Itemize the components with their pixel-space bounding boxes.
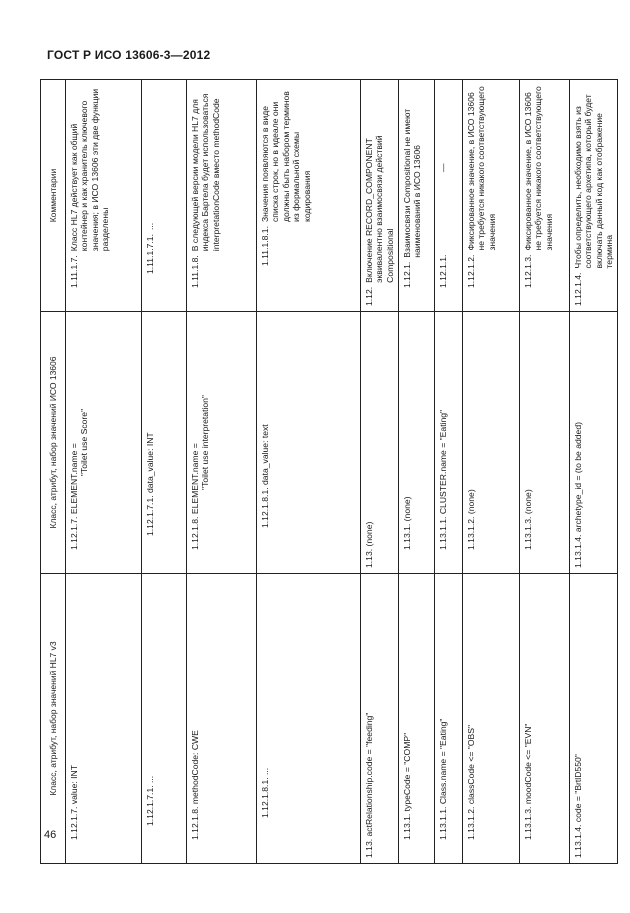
comment-cell	[463, 80, 520, 312]
comment-cell	[435, 80, 463, 312]
comment-text: —	[438, 163, 448, 173]
comment-text: Значения появляются в виде списка строк, но в идеале они должны быть набором терминов из формальной схемы кодирования	[260, 91, 312, 223]
hl7-cell	[257, 574, 361, 864]
hl7-value: 1.13. actRelationship.code = "feeding"	[364, 712, 374, 858]
iso-text: data_value: INT	[145, 432, 155, 493]
iso-cell	[361, 312, 399, 574]
comment-text: Включение RECORD_COMPONENT эквивалентно взаимосвязи действий Compositional	[364, 135, 395, 283]
hl7-cell	[66, 574, 142, 864]
iso-num: 1.12.1.8.	[190, 516, 200, 550]
hl7-cell	[570, 574, 618, 864]
iso-value-line2: "Toilet use interpretation"	[200, 395, 211, 490]
iso-cell	[257, 312, 361, 574]
document-header: ГОСТ Р ИСО 13606-3—2012	[47, 48, 211, 62]
hl7-cell	[520, 574, 570, 864]
column-header-hl7: Класс, атрибут, набор значений HL7 v3	[41, 574, 66, 864]
hl7-value: 1.12.1.7.1. ...	[145, 775, 155, 826]
hl7-value: 1.13.1.3. moodCode <= "EVN"	[523, 723, 533, 840]
table-row	[66, 80, 142, 864]
iso-text: (none)	[523, 489, 533, 515]
comment-cell	[66, 80, 142, 312]
iso-value	[402, 317, 412, 568]
comment-num: 1.12.1.4.	[573, 272, 583, 306]
iso-value	[145, 317, 155, 568]
iso-num: 1.13.1.4.	[573, 534, 583, 568]
iso-value-line2: "Toilet use Score"	[79, 408, 90, 477]
iso-cell	[435, 312, 463, 574]
hl7-cell	[435, 574, 463, 864]
comment-num: 1.11.1.8.	[190, 255, 200, 288]
iso-text: (none)	[466, 489, 476, 515]
table-row	[187, 80, 257, 864]
hl7-value: 1.13.1.4. code = "BrtlD550"	[573, 754, 583, 858]
comment-cell	[361, 80, 399, 312]
hl7-cell	[142, 574, 187, 864]
iso-num: 1.12.1.8.1.	[260, 487, 270, 528]
column-header-iso: Класс, атрибут, набор значений ИСО 13606	[41, 312, 66, 574]
comment-num: 1.12.1.1.	[438, 254, 448, 288]
iso-text: ELEMENT.name =	[69, 443, 79, 515]
iso-value	[364, 317, 374, 568]
table-row	[399, 80, 435, 864]
table-row	[142, 80, 187, 864]
hl7-cell	[463, 574, 520, 864]
hl7-cell	[187, 574, 257, 864]
iso-cell	[463, 312, 520, 574]
comment-text: Взаимосвязи Compositional не имеют наименований в ИСО 13606	[402, 108, 423, 258]
iso-text: CLUSTER.name = "Eating"	[438, 409, 448, 515]
comment-cell	[570, 80, 618, 312]
comment-text: Класс HL7 действует как общий контейнер и как хранитель ключевого значения; в ИСО 13606 эти две функции разделены	[69, 88, 111, 252]
comment-cell	[257, 80, 361, 312]
comment-num: 1.11.1.7.1.	[145, 234, 155, 274]
hl7-value: 1.13.1. typeCode = "COMP"	[402, 732, 412, 840]
iso-num: 1.13.1.3.	[523, 516, 533, 550]
iso-cell	[142, 312, 187, 574]
iso-num: 1.13.1.2.	[466, 516, 476, 550]
iso-cell	[399, 312, 435, 574]
comment-cell	[520, 80, 570, 312]
iso-cell	[520, 312, 570, 574]
iso-num: 1.13.1.	[402, 523, 412, 550]
comment-text: Фиксированное значение, в ИСО 13606 не требуется никакого соответствующего значения	[466, 86, 497, 251]
hl7-value: 1.13.1.2. classCode <= "OBS"	[466, 724, 476, 840]
iso-cell	[66, 312, 142, 574]
hl7-value: 1.12.1.8. methodCode: CWE	[190, 730, 200, 840]
column-header-comments: Комментарии	[41, 80, 66, 312]
iso-value	[260, 317, 270, 568]
comment-text: ...	[145, 222, 155, 231]
page-number: 46	[44, 829, 57, 841]
table-row	[463, 80, 520, 864]
mapping-table-rotated	[40, 80, 615, 864]
table-row	[570, 80, 618, 864]
comment-num: 1.12.	[364, 286, 374, 306]
comment-num: 1.12.1.	[402, 261, 412, 288]
comment-num: 1.11.1.7.	[69, 255, 79, 288]
comment-cell	[142, 80, 187, 312]
hl7-value: 1.13.1.1. Class.name = "Eating"	[438, 718, 448, 840]
comment-cell	[187, 80, 257, 312]
hl7-value: 1.12.1.8.1. ...	[260, 767, 270, 818]
iso-text: data_value: text	[260, 424, 270, 485]
iso-value	[523, 317, 533, 568]
iso-num: 1.12.1.7.	[69, 516, 79, 550]
hl7-value: 1.12.1.7. value: INT	[69, 765, 79, 840]
iso-cell	[187, 312, 257, 574]
mapping-table	[40, 79, 618, 864]
iso-value	[573, 317, 583, 568]
comment-text: Фиксированное значение, в ИСО 13606 не требуется никакого соответствующего значения	[523, 86, 554, 251]
comment-text: В следующей версии модели HL7 для индекса Бартела будет использоваться interpretationCode вместо methodCode	[190, 93, 221, 252]
table-header-row	[41, 80, 66, 864]
iso-value	[466, 317, 476, 568]
hl7-cell	[361, 574, 399, 864]
comment-text: Чтобы определить, необходимо взять из соответствующего архетипа, который будет включать данный код как отображение термина	[573, 94, 615, 269]
table-row	[520, 80, 570, 864]
comment-num: 1.11.1.8.1.	[260, 226, 270, 266]
iso-value	[69, 317, 79, 568]
hl7-cell	[399, 574, 435, 864]
iso-text: archetype_id = (to be added)	[573, 422, 583, 533]
iso-cell	[570, 312, 618, 574]
iso-num: 1.12.1.7.1.	[145, 495, 155, 536]
comment-num: 1.12.1.3.	[523, 254, 533, 288]
iso-num: 1.13.1.1.	[438, 516, 448, 550]
iso-num: 1.13.	[364, 548, 374, 568]
iso-text: (none)	[364, 521, 374, 547]
comment-cell	[399, 80, 435, 312]
table-row	[435, 80, 463, 864]
comment-num: 1.12.1.2.	[466, 254, 476, 288]
iso-value	[190, 317, 200, 568]
iso-text: ELEMENT.name =	[190, 443, 200, 515]
table-row	[257, 80, 361, 864]
iso-value	[438, 317, 448, 568]
iso-text: (none)	[402, 496, 412, 522]
table-row	[361, 80, 399, 864]
